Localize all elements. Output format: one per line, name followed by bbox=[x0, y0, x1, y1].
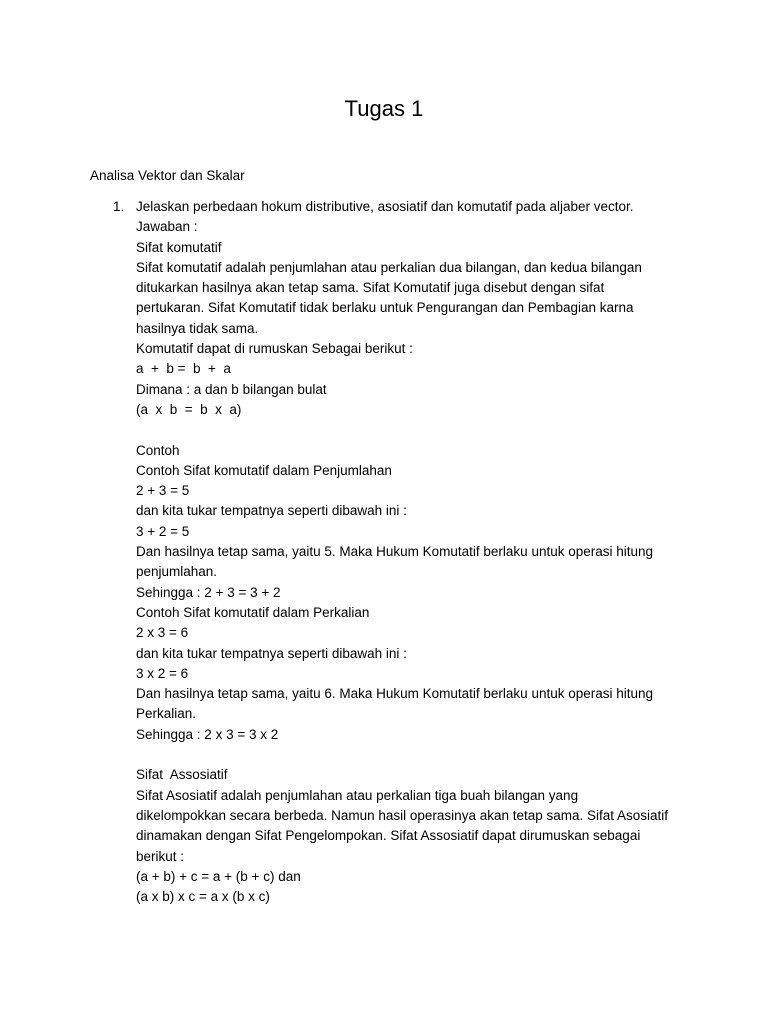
text-line: Dan hasilnya tetap sama, yaitu 5. Maka Hukum Komutatif berlaku untuk operasi hitung bbox=[136, 544, 654, 560]
text-line: Dan hasilnya tetap sama, yaitu 6. Maka Hukum Komutatif berlaku untuk operasi hitung bbox=[136, 686, 654, 702]
section-subtitle: Analisa Vektor dan Skalar bbox=[90, 168, 245, 183]
text-line: penjumlahan. bbox=[136, 564, 218, 580]
text-line: Komutatif dapat di rumuskan Sebagai berikut : bbox=[136, 341, 413, 357]
blank-line bbox=[136, 745, 696, 765]
text-line: Perkalian. bbox=[136, 706, 197, 722]
text-line: Contoh bbox=[136, 442, 180, 458]
text-line: Sehingga : 2 + 3 = 3 + 2 bbox=[136, 584, 281, 600]
blank-line bbox=[136, 420, 696, 440]
text-line: dinamakan dengan Sifat Pengelompokan. Sifat Assosiatif dapat dirumuskan sebagai bbox=[136, 828, 641, 844]
text-line: Dimana : a dan b bilangan bulat bbox=[136, 381, 327, 397]
text-line: 2 + 3 = 5 bbox=[136, 483, 190, 499]
page-title: Tugas 1 bbox=[344, 96, 424, 121]
text-line: 2 x 3 = 6 bbox=[136, 625, 189, 641]
text-line: (a + b) + c = a + (b + c) dan bbox=[136, 868, 301, 884]
text-line: Jawaban : bbox=[136, 219, 198, 235]
answer-body bbox=[136, 197, 696, 907]
text-line: dan kita tukar tempatnya seperti dibawah ini : bbox=[136, 645, 407, 661]
text-line: Sifat komutatif bbox=[136, 239, 222, 255]
text-line: 3 + 2 = 5 bbox=[136, 523, 190, 539]
text-line: Contoh Sifat komutatif dalam Perkalian bbox=[136, 604, 370, 620]
text-line: (a x b) x c = a x (b x c) bbox=[136, 889, 270, 905]
text-line: Sehingga : 2 x 3 = 3 x 2 bbox=[136, 726, 279, 742]
text-line: (a x b = b x a) bbox=[136, 401, 242, 417]
list-number: 1. bbox=[113, 199, 125, 214]
text-line: Contoh Sifat komutatif dalam Penjumlahan bbox=[136, 462, 392, 478]
text-line: dan kita tukar tempatnya seperti dibawah ini : bbox=[136, 503, 407, 519]
text-line: Sifat Asosiatif adalah penjumlahan atau perkalian tiga buah bilangan yang bbox=[136, 787, 579, 803]
text-line: dikelompokkan secara berbeda. Namun hasil operasinya akan tetap sama. Sifat Asosiatif bbox=[136, 807, 669, 823]
text-line: a + b = b + a bbox=[136, 361, 231, 377]
text-line: ditukarkan hasilnya akan tetap sama. Sifat Komutatif juga disebut dengan sifat bbox=[136, 280, 605, 296]
text-line: Jelaskan perbedaan hokum distributive, asosiatif dan komutatif pada aljaber vector. bbox=[136, 199, 634, 214]
text-line: Sifat Assosiatif bbox=[136, 767, 228, 783]
text-line: pertukaran. Sifat Komutatif tidak berlaku untuk Pengurangan dan Pembagian karna bbox=[136, 300, 634, 316]
text-line: 3 x 2 = 6 bbox=[136, 665, 189, 681]
text-line: Sifat komutatif adalah penjumlahan atau perkalian dua bilangan, dan kedua bilangan bbox=[136, 259, 642, 275]
text-line: berikut : bbox=[136, 848, 185, 864]
text-line: hasilnya tidak sama. bbox=[136, 320, 259, 336]
